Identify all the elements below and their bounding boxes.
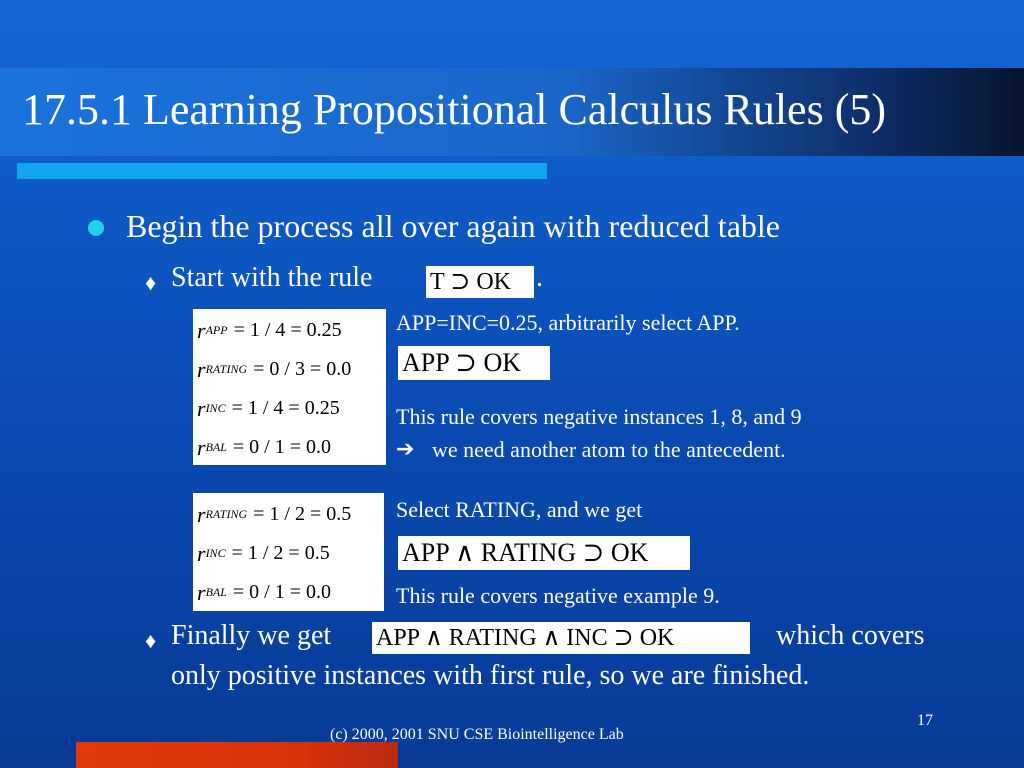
- bullet-main-text: Begin the process all over again with reduced table: [126, 208, 780, 244]
- table-row: r APP = 1 / 4 = 0.25: [197, 317, 342, 343]
- note-select-app: APP=INC=0.25, arbitrarily select APP.: [396, 310, 740, 335]
- table-row: r RATING = 1 / 2 = 0.5: [197, 501, 352, 527]
- title-underline-bar: [17, 163, 547, 179]
- formula-app-rating-implies-ok: APP ∧ RATING ⊃ OK: [398, 536, 690, 570]
- slide-title: 17.5.1 Learning Propositional Calculus Rules (5): [22, 85, 886, 134]
- table-row: r RATING = 0 / 3 = 0.0: [197, 356, 352, 382]
- table-row: r INC = 1 / 2 = 0.5: [197, 540, 330, 566]
- table-row: r BAL = 0 / 1 = 0.0: [197, 579, 332, 605]
- ratio-table-1: [193, 309, 386, 465]
- formula-final-rule: APP ∧ RATING ∧ INC ⊃ OK: [372, 622, 750, 654]
- arrow-icon: ➔: [396, 436, 415, 461]
- sub-bullet-period: .: [536, 262, 543, 293]
- note-need-atom: we need another atom to the antecedent.: [432, 437, 786, 462]
- sub-bullet-start-text: Start with the rule: [171, 262, 373, 293]
- footer-copyright: (c) 2000, 2001 SNU CSE Biointelligence Lab: [330, 726, 624, 743]
- formula-app-implies-ok: APP ⊃ OK: [398, 346, 550, 380]
- formula-t-implies-ok: T ⊃ OK: [426, 266, 534, 298]
- note-select-rating: Select RATING, and we get: [396, 497, 643, 522]
- diamond-bullet-icon: ♦: [145, 270, 157, 295]
- table-row: r INC = 1 / 4 = 0.25: [197, 395, 340, 421]
- footer-accent-bar: [76, 742, 398, 768]
- note-negative-instances: This rule covers negative instances 1, 8, and 9: [396, 404, 802, 429]
- page-number: 17: [917, 712, 933, 729]
- sub-bullet-which-covers: which covers: [776, 620, 925, 651]
- ratio-table-2: [193, 493, 384, 611]
- diamond-bullet-icon: ♦: [145, 628, 157, 653]
- note-negative-example: This rule covers negative example 9.: [396, 583, 720, 608]
- table-row: r BAL = 0 / 1 = 0.0: [197, 434, 332, 460]
- bullet-dot-icon: [88, 220, 104, 236]
- sub-bullet-line2: only positive instances with first rule, so we are finished.: [171, 660, 810, 691]
- sub-bullet-finally-text: Finally we get: [171, 620, 332, 651]
